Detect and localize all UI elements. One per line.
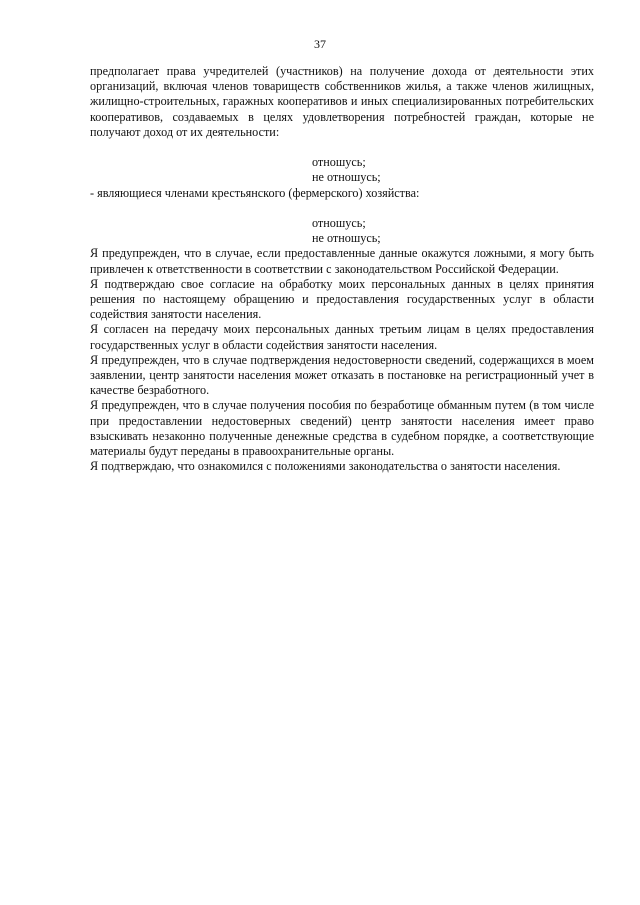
statement-benefit-fraud: Я предупрежден, что в случае получения пособия по безработице обманным путем (в том числе при предоставлении недостоверных сведений) центр занятости населения имеет право взыскивать незаконно полученные денежные средства в судебном порядке, а соответствующие материалы будут переданы в правоохранительные органы. (90, 398, 594, 459)
statement-legislation-acknowledgement: Я подтверждаю, что ознакомился с положениями законодательства о занятости населения. (90, 459, 561, 474)
page-number: 37 (314, 37, 326, 51)
statement-personal-data-consent: Я подтверждаю свое согласие на обработку моих персональных данных в целях принятия решения по настоящему обращению и предоставления государственных услуг в области содействия занятости населения. (90, 276, 594, 322)
statement-false-data-warning: Я предупрежден, что в случае, если предоставленные данные окажутся ложными, я могу быть привлечен к ответственности в соответствии с законодательством Российской Федерации. (90, 246, 594, 276)
option-applies-1: отношусь; (312, 155, 366, 170)
option-not-applies-1: не отношусь; (312, 170, 381, 185)
option-applies-2: отношусь; (312, 216, 366, 230)
intro-paragraph: предполагает права учредителей (участников) на получение дохода от деятельности этих организаций, включая членов товариществ собственников жилья, а также членов жилищных, жилищно-строительных, гаражных кооперативов и иных специализированных потребительских кооперативов, создаваемых в целях удовлетворения потребностей граждан, которые не получают доход от их деятельности: (90, 64, 594, 139)
option-group-2 (90, 216, 594, 246)
option-not-applies-2: не отношусь; (312, 231, 381, 246)
statement-registration-refusal: Я предупрежден, что в случае подтверждения недостоверности сведений, содержащихся в моем заявлении, центр занятости населения может отказать в постановке на регистрационный учет в качестве безработного. (90, 352, 594, 398)
blank-line (90, 201, 594, 216)
statement-third-party-transfer: Я согласен на передачу моих персональных данных третьим лицам в целях предоставления государственных услуг в области содействия занятости населения. (90, 322, 594, 352)
blank-line (90, 140, 594, 155)
document-body (90, 64, 594, 474)
farm-member-item: - являющиеся членами крестьянского (фермерского) хозяйства: (90, 185, 420, 200)
option-group-1 (90, 155, 594, 185)
